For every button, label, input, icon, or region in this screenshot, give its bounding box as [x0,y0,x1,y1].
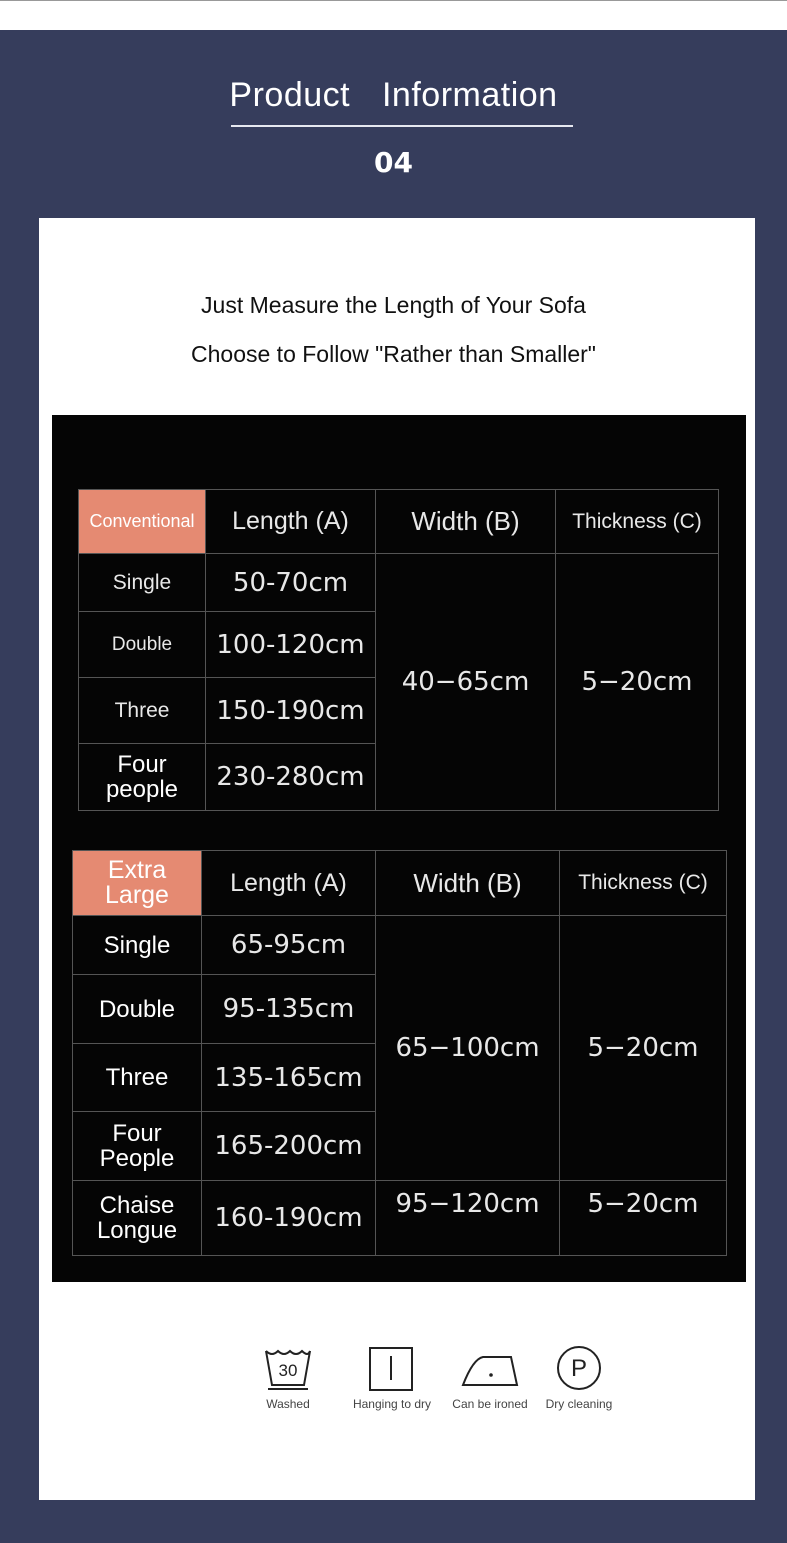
row-name: Four people [79,744,206,811]
care-label: Can be ironed [452,1397,528,1411]
width-value: 40−65cm [376,554,556,811]
table-header-length: Length (A) [202,851,376,916]
length-value: 160-190cm [202,1181,376,1256]
table-header-width: Width (B) [376,490,556,554]
conventional-size-table [78,489,719,811]
table-header-thickness: Thickness (C) [560,851,727,916]
care-label: Washed [266,1397,310,1411]
length-value: 230-280cm [206,744,376,811]
thickness-value: 5−20cm [556,554,719,811]
row-name: Single [79,554,206,612]
care-item-washed [248,1345,328,1411]
length-value: 150-190cm [206,678,376,744]
table-header-length: Length (A) [206,490,376,554]
row-name: Double [73,975,202,1044]
extra-large-size-table [72,850,727,1256]
intro-line-2: Choose to Follow "Rather than Smaller" [191,341,596,367]
length-value: 65-95cm [202,916,376,975]
dry-clean-icon [554,1345,604,1391]
care-item-hanging [350,1345,434,1411]
length-value: 50-70cm [206,554,376,612]
table-header-category: Extra Large [73,851,202,916]
row-name: Three [79,678,206,744]
table-header-width: Width (B) [376,851,560,916]
row-name: Single [73,916,202,975]
length-value: 100-120cm [206,612,376,678]
width-value: 65−100cm [376,916,560,1181]
length-value: 95-135cm [202,975,376,1044]
dry-clean-letter: P [570,1355,588,1382]
wash-temp-label: 30 [278,1361,298,1380]
hanging-dry-icon [367,1345,417,1391]
length-value: 165-200cm [202,1112,376,1181]
thickness-value: 5−20cm [560,916,727,1181]
length-value: 135-165cm [202,1044,376,1112]
care-item-dry-clean [540,1345,618,1411]
width-value: 95−120cm [376,1181,560,1256]
table-header-category: Conventional [79,490,206,554]
thickness-value: 5−20cm [560,1181,727,1256]
wash-30-icon [262,1345,314,1391]
row-name: Double [79,612,206,678]
page-title: Product Information [229,76,558,114]
care-label: Dry cleaning [545,1397,613,1411]
care-label: Hanging to dry [352,1397,432,1411]
section-number: 04 [374,146,413,179]
intro-line-1: Just Measure the Length of Your Sofa [201,292,586,318]
row-name: Three [73,1044,202,1112]
row-name: Four People [73,1112,202,1181]
iron-icon [459,1345,521,1391]
title-underline [231,125,573,127]
care-item-iron [448,1345,532,1411]
table-header-thickness: Thickness (C) [556,490,719,554]
top-strip [0,0,787,30]
row-name: Chaise Longue [73,1181,202,1256]
